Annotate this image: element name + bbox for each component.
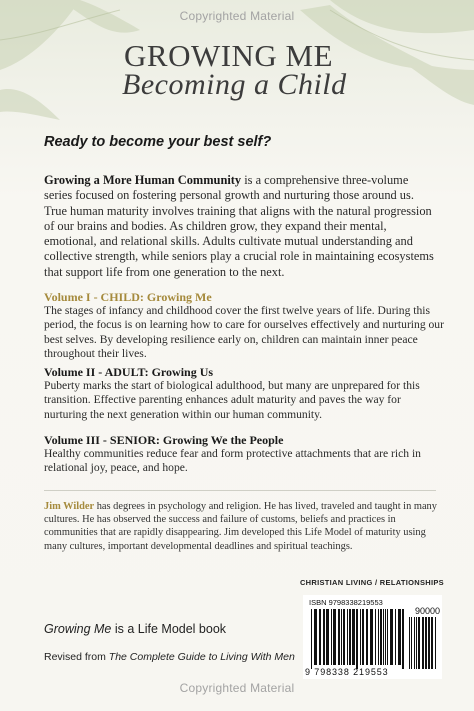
volume-text: The stages of infancy and childhood cover the first twelve years of life. During this period, the focus is on learning how to care for ourselves effectively and nurturing our best selves. By developing resilience early on, children can maintain inner peace throughout their lives.	[44, 304, 444, 360]
volume-text: Healthy communities reduce fear and form protective attachments that are rich in relational joy, peace, and hope.	[44, 447, 421, 475]
barcode-bar	[360, 609, 361, 665]
barcode-bar	[338, 609, 340, 665]
barcode-bar	[333, 609, 336, 665]
barcode-bar	[349, 609, 351, 665]
volume-two-section	[44, 365, 444, 422]
barcode-bar	[390, 609, 393, 665]
barcode-bar	[331, 609, 332, 665]
addon-bar	[411, 617, 412, 669]
barcode-bar	[352, 609, 355, 665]
revised-line	[44, 651, 295, 663]
barcode-bar	[362, 609, 364, 665]
intro-paragraph	[44, 173, 436, 280]
volume-three-section	[44, 433, 444, 476]
addon-bar	[431, 617, 433, 669]
barcode-bar	[402, 609, 404, 669]
volume-heading: Volume I - CHILD: Growing Me	[44, 290, 212, 304]
barcode-bar	[383, 609, 384, 665]
barcode-bar	[356, 609, 358, 669]
author-bio	[44, 500, 440, 553]
addon-bar	[418, 617, 420, 669]
volume-heading: Volume II - ADULT: Growing Us	[44, 365, 214, 379]
barcode-bar	[385, 609, 386, 665]
tagline: Ready to become your best self?	[44, 134, 272, 150]
addon-bar	[422, 617, 424, 669]
addon-bar	[416, 617, 417, 669]
barcode-bar	[326, 609, 329, 665]
revised-prefix: Revised from	[44, 651, 109, 663]
copyright-watermark-top: Copyrighted Material	[179, 9, 295, 23]
author-name: Jim Wilder	[44, 501, 95, 512]
copyright-watermark-bottom: Copyrighted Material	[179, 681, 295, 695]
book-title: GROWING ME	[124, 38, 334, 73]
addon-bar	[414, 617, 415, 669]
isbn-number: ISBN 9798338219553	[309, 598, 383, 607]
author-bio-text: has degrees in psychology and religion. He has lived, traveled and taught in many cultures. He has observed the success and failure of customs, beliefs and practices in communities that are rapidly disappearing. Jim developed this Life Model of maturity using many cultures, important developmental deadlines and spiritual teachings.	[44, 501, 437, 552]
divider	[44, 490, 436, 491]
barcode-bar	[323, 609, 325, 665]
barcode-bar	[375, 609, 376, 665]
volume-heading: Volume III - SENIOR: Growing We the People	[44, 433, 284, 447]
addon-bar	[425, 617, 427, 669]
book-subtitle: Becoming a Child	[122, 68, 347, 101]
revised-title: The Complete Guide to Living With Men	[108, 651, 295, 663]
barcode-bar	[311, 609, 312, 669]
barcode-bar	[380, 609, 382, 665]
price-code: 90000	[415, 606, 441, 616]
barcode-bar	[395, 609, 396, 665]
barcode-bar	[347, 609, 348, 665]
addon-bar	[435, 617, 436, 669]
model-line-rest: is a Life Model book	[111, 622, 227, 636]
barcode-bar	[343, 609, 345, 665]
barcode-bar	[378, 609, 379, 665]
barcode-bar	[341, 609, 342, 665]
model-line	[44, 622, 226, 636]
intro-body: is a comprehensive three-volume series focused on fostering personal growth and nurturing those around us. True human maturity involves training that aligns with the natural progression of our brains and bodies. As children grow, they expand their mental, emotional, and relational skills. Adults cultivate mutual understanding and collective strength, while seniors play a crucial role in maintaining ecosystems that support life from one generation to the next.	[44, 173, 434, 279]
series-name: Growing a More Human Community	[44, 173, 242, 187]
barcode-bar	[314, 609, 317, 665]
volume-text: Puberty marks the start of biological adulthood, but many are unprepared for this transition. Effective parenting enhances adult maturity and paves the way for nurturing the next generation within our human community.	[44, 379, 420, 421]
barcode-bar	[319, 609, 321, 665]
barcode-digits: 9 798338 219553	[305, 667, 389, 677]
barcode-bar	[370, 609, 373, 665]
addon-bar	[409, 617, 410, 669]
addon-bar	[428, 617, 430, 669]
barcode-bar	[398, 609, 401, 665]
volume-one-section	[44, 290, 444, 361]
barcode-bar	[387, 609, 388, 665]
isbn-barcode	[303, 595, 442, 679]
barcode-bar	[366, 609, 368, 665]
category-label: CHRISTIAN LIVING / RELATIONSHIPS	[299, 578, 444, 587]
model-book-title: Growing Me	[44, 622, 112, 636]
